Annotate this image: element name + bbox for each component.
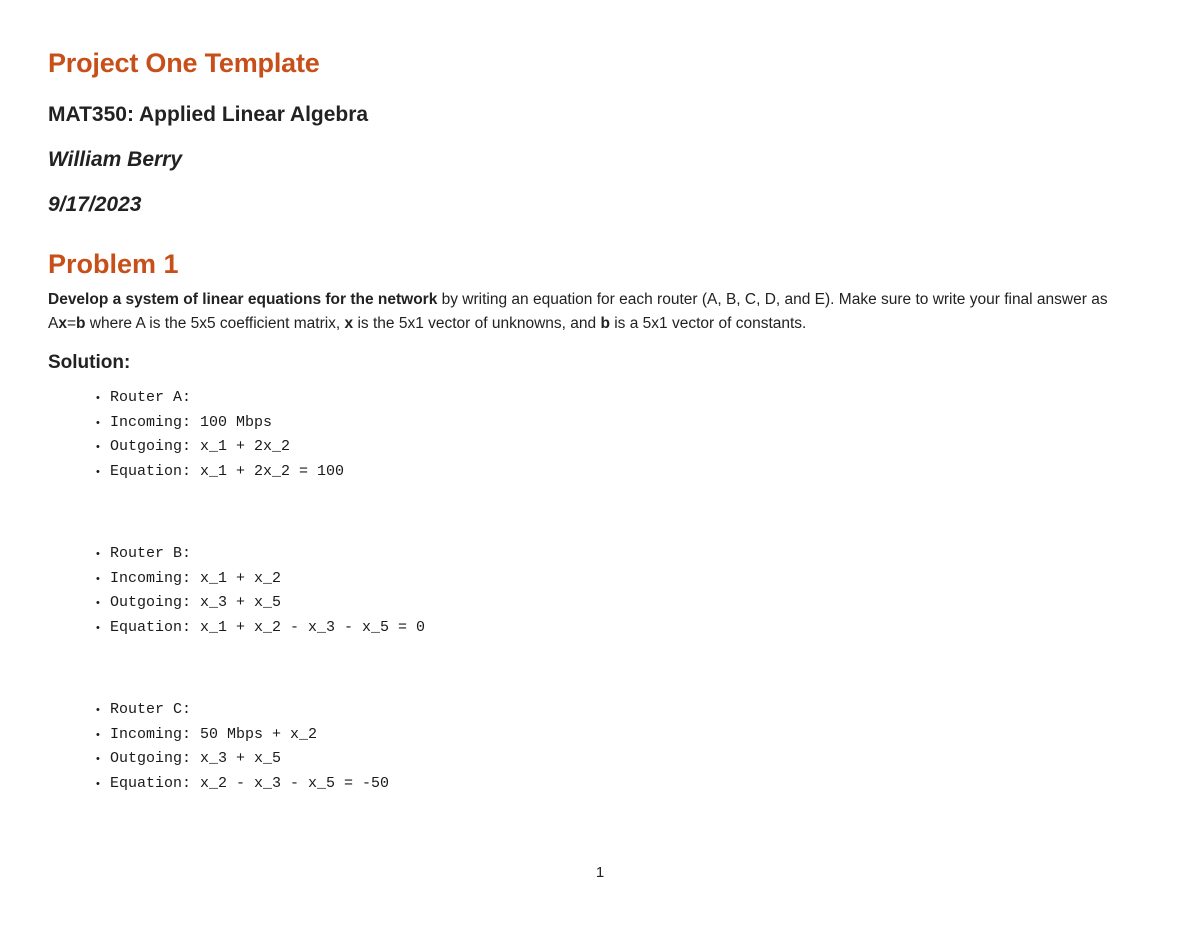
solution-heading: Solution: [48, 352, 131, 373]
router-equation: Equation: x_2 - x_3 - x_5 = -50 [110, 774, 390, 792]
bullet-icon: • [96, 728, 100, 741]
router-equation: Equation: x_1 + 2x_2 = 100 [110, 462, 345, 480]
document-title: Project One Template [48, 48, 320, 78]
b-label: b [600, 315, 610, 332]
bullet-icon: • [96, 548, 100, 560]
bullet-icon: • [96, 597, 100, 609]
problem-prompt-bold: Develop a system of linear equations for the network [48, 291, 438, 308]
router-incoming: Incoming: 100 Mbps [110, 413, 273, 431]
router-a-list [96, 386, 344, 484]
router-equation: Equation: x_1 + x_2 - x_3 - x_5 = 0 [110, 618, 426, 636]
page-number: 1 [595, 864, 605, 881]
course-name: MAT350: Applied Linear Algebra [48, 103, 369, 126]
problem-prompt-part4: is a 5x1 vector of constants. [609, 315, 807, 332]
router-outgoing: Outgoing: x_1 + 2x_2 [110, 438, 291, 455]
equation-equals: = [66, 315, 77, 332]
problem-prompt-part2: where A is the 5x5 coefficient matrix, [85, 315, 345, 332]
router-b-list [96, 542, 425, 640]
equation-x: x [58, 315, 67, 332]
x-label: x [344, 315, 354, 332]
bullet-icon: • [96, 392, 100, 404]
list-item [96, 460, 344, 485]
equation-A: A [48, 315, 59, 332]
bullet-icon: • [96, 416, 100, 429]
router-incoming: Incoming: 50 Mbps + x_2 [110, 725, 318, 743]
problem-heading: Problem 1 [48, 249, 179, 279]
list-item [96, 616, 425, 641]
bullet-icon: • [96, 465, 100, 478]
router-incoming: Incoming: x_1 + x_2 [110, 569, 282, 587]
list-item [96, 542, 425, 567]
list-item [96, 591, 425, 616]
router-c-list [96, 698, 389, 796]
list-item [96, 435, 344, 460]
list-item [96, 747, 389, 772]
problem-prompt-part3: is the 5x1 vector of unknowns, and [353, 315, 601, 332]
bullet-icon: • [96, 777, 100, 790]
list-item [96, 386, 344, 411]
list-item [96, 411, 344, 436]
bullet-icon: • [96, 753, 100, 765]
list-item [96, 567, 425, 592]
problem-prompt [48, 288, 1148, 336]
router-outgoing: Outgoing: x_3 + x_5 [110, 594, 282, 611]
router-name: Router A: [110, 389, 192, 406]
bullet-icon: • [96, 621, 100, 634]
list-item [96, 723, 389, 748]
bullet-icon: • [96, 572, 100, 585]
bullet-icon: • [96, 441, 100, 453]
router-name: Router C: [110, 701, 192, 718]
author-name: William Berry [48, 148, 183, 171]
equation-b: b [76, 315, 86, 332]
problem-prompt-part1: by writing an equation for each router (A, B, C, D, and E). Make sure to write your final answer as [437, 291, 1108, 308]
bullet-icon: • [96, 704, 100, 716]
list-item [96, 698, 389, 723]
document-date: 9/17/2023 [48, 193, 142, 216]
router-name: Router B: [110, 545, 192, 562]
router-outgoing: Outgoing: x_3 + x_5 [110, 750, 282, 767]
list-item [96, 772, 389, 797]
